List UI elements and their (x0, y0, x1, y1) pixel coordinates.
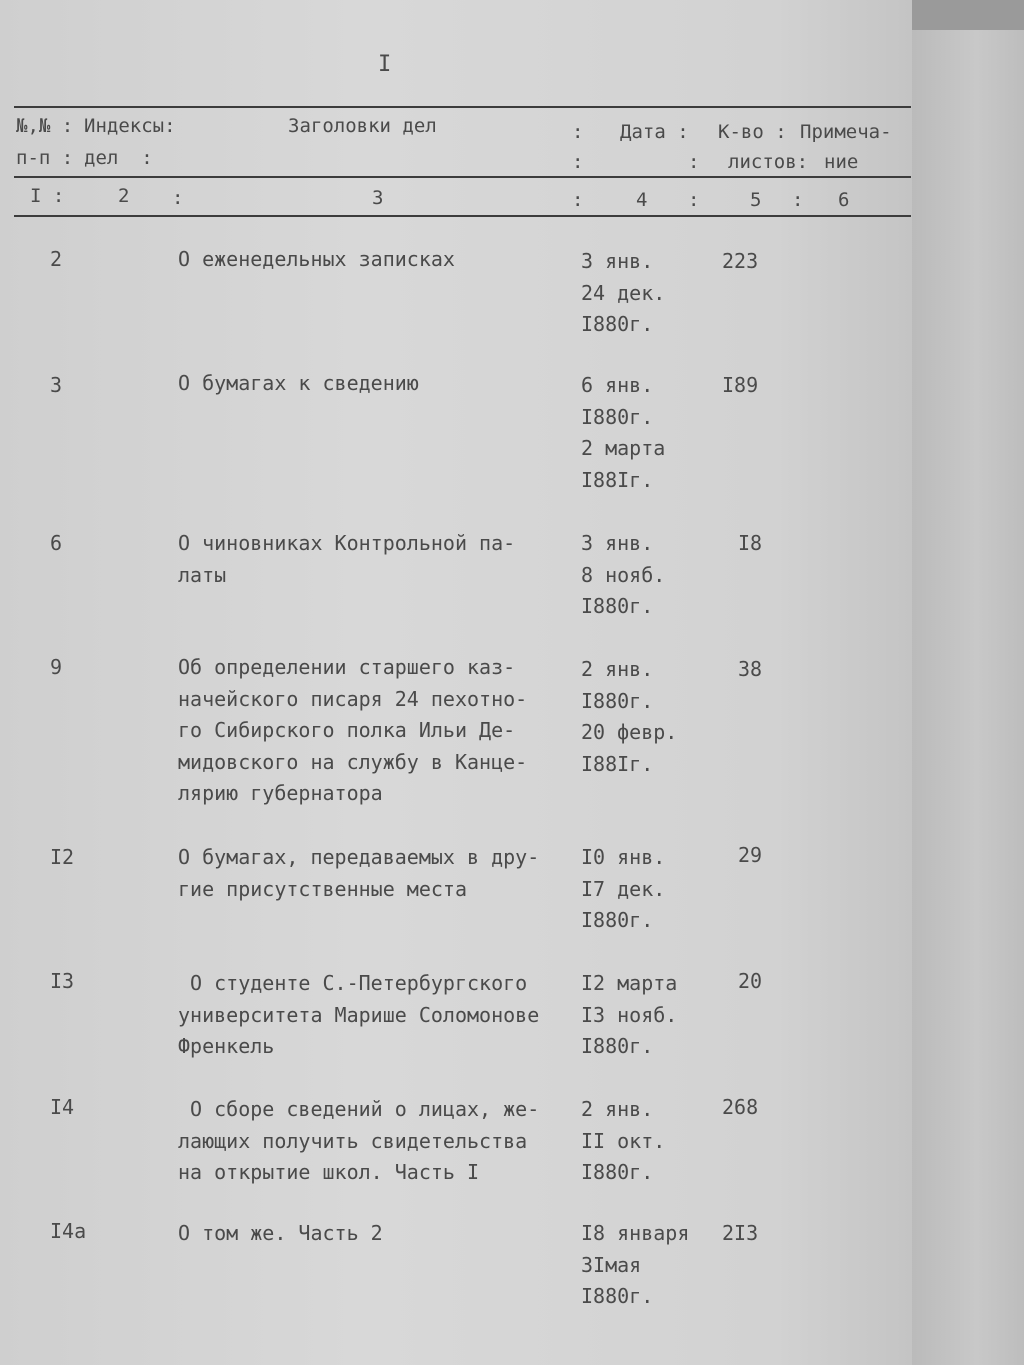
colnum-5: 5 (750, 189, 762, 211)
header-mid-rule (14, 176, 911, 178)
header-col6-line1: Примеча- (800, 121, 892, 143)
colnum-1: I : (30, 185, 65, 207)
row-number: I2 (50, 845, 75, 869)
row-number: 3 (50, 373, 63, 397)
header-bottom-rule (14, 215, 911, 217)
header-col1-line1: №,№ : (16, 115, 74, 137)
row-number: I4 (50, 1095, 75, 1119)
row-title: О бумагах, передаваемых в дру- гие присутственные места (178, 845, 540, 901)
row-number: I4а (50, 1219, 87, 1243)
row-date: 2 янв. I880г. 20 февр. I88Iг. (581, 657, 678, 776)
row-number: 6 (50, 531, 63, 555)
header-col1-line2: п-п : (16, 147, 74, 169)
header-col3-sep1: : (572, 121, 584, 143)
colnum-sep3: : (572, 189, 584, 211)
header-col5-line1: К-во : (718, 121, 787, 143)
row-sheets: 223 (722, 249, 759, 273)
row-sheets: 29 (738, 843, 763, 867)
header-col3-sep2: : (572, 151, 584, 173)
row-number: I3 (50, 969, 75, 993)
colnum-sep2: : (172, 187, 184, 209)
row-date: I0 янв. I7 дек. I880г. (581, 845, 666, 932)
header-col6-line2: ние (824, 151, 859, 173)
colnum-2: 2 (118, 185, 130, 207)
row-number: 9 (50, 655, 63, 679)
header-col3-title: Заголовки дел (288, 115, 437, 137)
row-date: 3 янв. 24 дек. I880г. (581, 249, 666, 336)
row-title: О чиновниках Контрольной па- латы (178, 531, 516, 587)
row-date: I8 января 3Iмая I880г. (581, 1221, 690, 1308)
header-col2-line2: дел : (84, 147, 153, 169)
row-date: 6 янв. I880г. 2 марта I88Iг. (581, 373, 666, 492)
row-title: О еженедельных записках (178, 247, 455, 271)
row-sheets: I89 (722, 373, 759, 397)
row-title: О сборе сведений о лицах, же- лающих получить свидетельства на открытие школ. Часть I (178, 1097, 540, 1184)
header-top-rule (14, 106, 911, 108)
header-col4-line2: : (688, 151, 700, 173)
page-number: I (378, 52, 392, 77)
row-sheets: 268 (722, 1095, 759, 1119)
header-col2-line1: Индексы: (84, 115, 176, 137)
header-col4-line1: Дата : (620, 121, 689, 143)
row-sheets: 20 (738, 969, 763, 993)
row-title: Об определении старшего каз- начейского писаря 24 пехотно- го Сибирского полка Ильи Де- мидовского на службу в Канце- лярию губернатора (178, 655, 528, 805)
header-col5-line2: листов: (728, 151, 809, 173)
colnum-4: 4 (636, 189, 648, 211)
row-title: О студенте С.-Петербургского университета Марише Соломонове Френкель (178, 971, 540, 1058)
row-title: О бумагах к сведению (178, 371, 419, 395)
row-date: 3 янв. 8 нояб. I880г. (581, 531, 666, 618)
row-date: 2 янв. II окт. I880г. (581, 1097, 666, 1184)
row-date: I2 марта I3 нояб. I880г. (581, 971, 678, 1058)
row-sheets: 38 (738, 657, 763, 681)
row-title: О том же. Часть 2 (178, 1221, 383, 1245)
row-number: 2 (50, 247, 63, 271)
row-sheets: I8 (738, 531, 763, 555)
colnum-3: 3 (372, 187, 384, 209)
colnum-sep4: : (688, 189, 700, 211)
row-sheets: 2I3 (722, 1221, 759, 1245)
underlying-page (905, 30, 1024, 1365)
colnum-6: 6 (838, 189, 850, 211)
colnum-sep5: : (792, 189, 804, 211)
